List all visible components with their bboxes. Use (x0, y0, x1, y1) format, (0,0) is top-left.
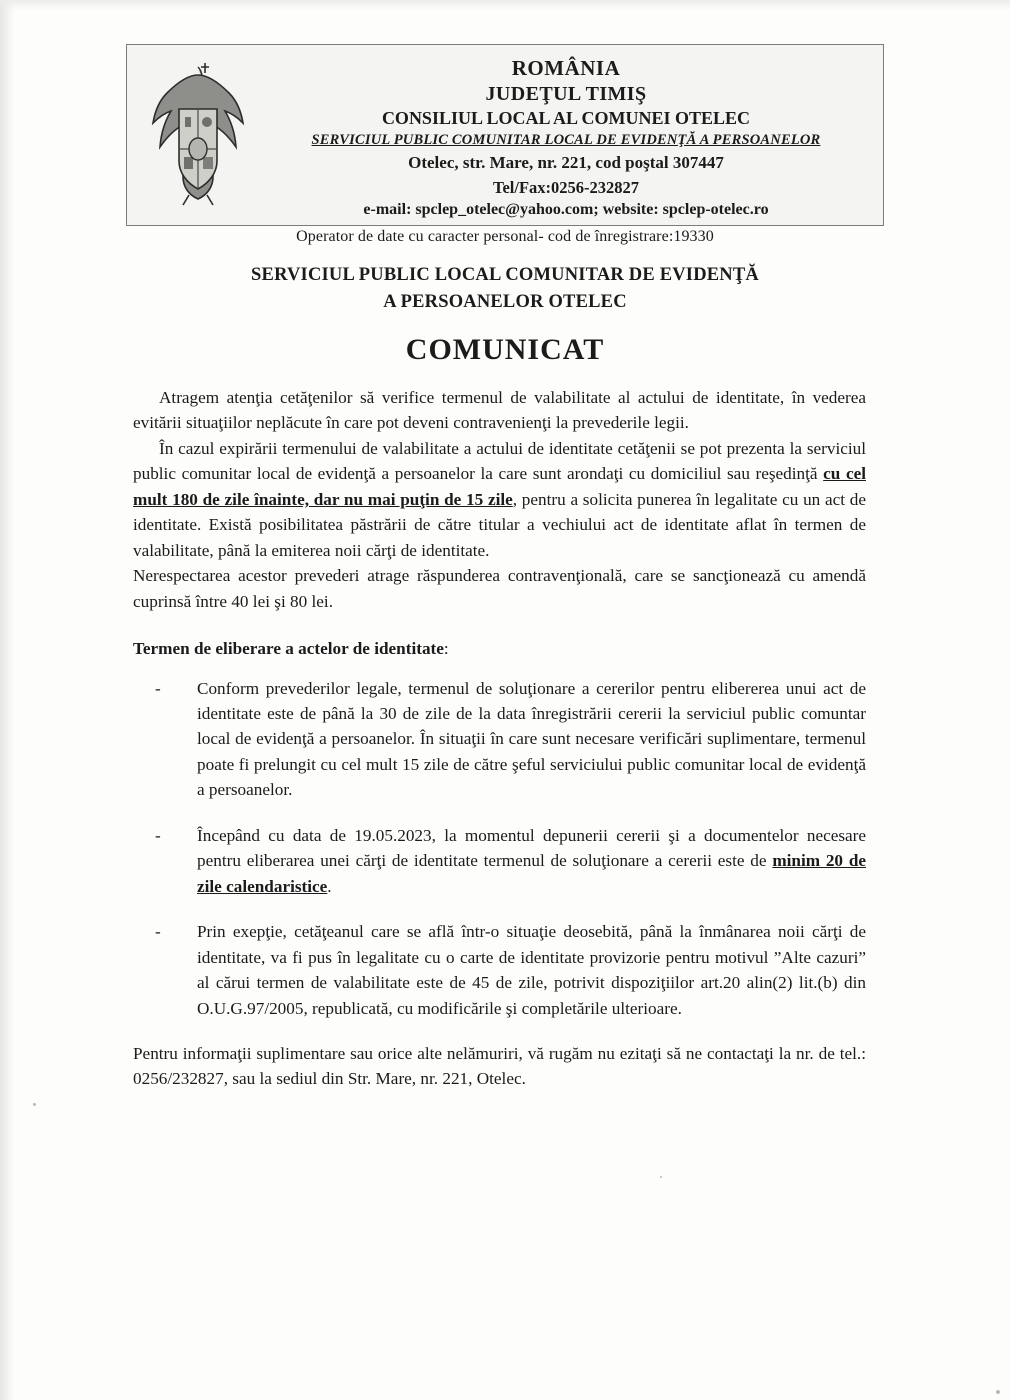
letterhead-box (126, 44, 884, 226)
list-item-emphasis: minim 20 de zile calendaristice (197, 851, 867, 896)
document-body (133, 385, 866, 1092)
bullet-dash: - (155, 678, 161, 698)
list-item-text-b: . (327, 876, 332, 896)
letterhead-text (257, 55, 875, 222)
list-item (133, 823, 866, 899)
section-heading-colon: : (443, 639, 449, 659)
romanian-coat-of-arms-eagle-icon (139, 57, 257, 209)
phone-line: Tel/Fax:0256-232827 (492, 178, 640, 198)
page-title (126, 262, 884, 316)
contact-line: e-mail: spclep_otelec@yahoo.com; website: spclep-otelec.ro (363, 201, 769, 219)
list-item-text-a: Începând cu data de 19.05.2023, la momentul depunerii cererii şi a documentelor necesare pentru eliberarea unei cărţi de identitate termenul de soluţionare a cererii este de (197, 825, 866, 871)
service-name: SERVICIUL PUBLIC COMUNITAR LOCAL DE EVIDENŢĂ A PERSOANELOR (311, 132, 821, 149)
page-title-line-1: SERVICIUL PUBLIC LOCAL COMUNITAR DE EVIDENŢĂ (251, 265, 759, 285)
section-heading (133, 636, 866, 661)
paragraph-3: Nerespectarea acestor prevederi atrage răspunderea contravenţională, care se sancţionează cu amendă cuprinsă între 40 lei şi 80 lei. (133, 566, 866, 611)
paragraph-2-emphasis: cu cel mult 180 de zile înainte, dar nu mai puţin de 15 zile (133, 464, 866, 509)
scan-edge-shadow (0, 0, 14, 1400)
scan-speck (996, 1390, 1000, 1394)
country-name: ROMÂNIA (511, 56, 621, 80)
council-name: CONSILIUL LOCAL AL COMUNEI OTELEC (381, 108, 751, 129)
closing-paragraph: Pentru informaţii suplimentare sau orice alte nelămuriri, vă rugăm nu ezitaţi să ne contactaţi la nr. de tel.: 0256/232827, sau la sediul din Str. Mare, nr. 221, Otelec. (133, 1043, 866, 1089)
terms-list (133, 676, 866, 1021)
county-name: JUDEŢUL TIMIŞ (485, 83, 647, 106)
list-item-text: Conform prevederilor legale, termenul de soluţionare a cererilor pentru elibererea unui act de identitate este de până la 30 de zile de la data înregistrării cererii la serviciul public comuntar local de evidenţă a persoanelor. În situaţii în care sunt necesare verificări suplimentare, termenul poate fi prelungit cu cel mult 15 zile de către şeful serviciului public comunitar local de evidenţă a persoanelor. (197, 678, 866, 800)
list-item (133, 919, 866, 1021)
paragraph-2 (133, 436, 866, 563)
paragraph-2-part-b: , pentru a solicita punerea în legalitate cu un act de identitate. Există posibilitatea păstrării de către titular a vechiului act de identitate aflat în termen de valabilitate, până la emiterea noii cărţi de identitate. (133, 489, 866, 560)
paragraph-2-part-a: În cazul expirării termenului de valabilitate a actului de identitate cetăţenii se pot prezenta la serviciul public comunitar local de evidenţă a persoanelor la care sunt arondaţi cu domiciliul sau reşedinţă (133, 438, 866, 484)
document-heading: COMUNICAT (405, 333, 605, 366)
operator-registration-line: Operator de date cu caracter personal- cod de înregistrare:19330 (296, 228, 714, 245)
address-line: Otelec, str. Mare, nr. 221, cod poştal 307447 (408, 153, 724, 173)
paragraph-1: Atragem atenţia cetăţenilor să verifice termenul de valabilitate al actului de identitate, în vederea evitării situaţiilor neplăcute în care pot deveni contravenienţi la prevederile legii. (133, 388, 866, 433)
scan-speck (660, 1176, 662, 1178)
section-heading-text: Termen de eliberare a actelor de identitate (133, 639, 444, 659)
list-item (133, 676, 866, 803)
list-item-text: Prin exepţie, cetăţeanul care se află într-o situaţie deosebită, până la înmânarea noii cărţi de identitate, va fi pus în legalitate cu o carte de identitate provizorie pentru motivul ”Alte cazuri” al cărui termen de valabilitate este de 45 de zile, potrivit dispoziţiilor art.20 alin(2) lit.(b) din O.U.G.97/2005, republicată, cu modificările şi completările ulterioare. (197, 922, 866, 1018)
bullet-dash: - (155, 825, 161, 845)
page-title-line-2: A PERSOANELOR OTELEC (383, 291, 627, 312)
scan-speck (33, 1103, 36, 1106)
scan-edge-shadow-top (0, 0, 1010, 10)
bullet-dash: - (155, 922, 161, 942)
